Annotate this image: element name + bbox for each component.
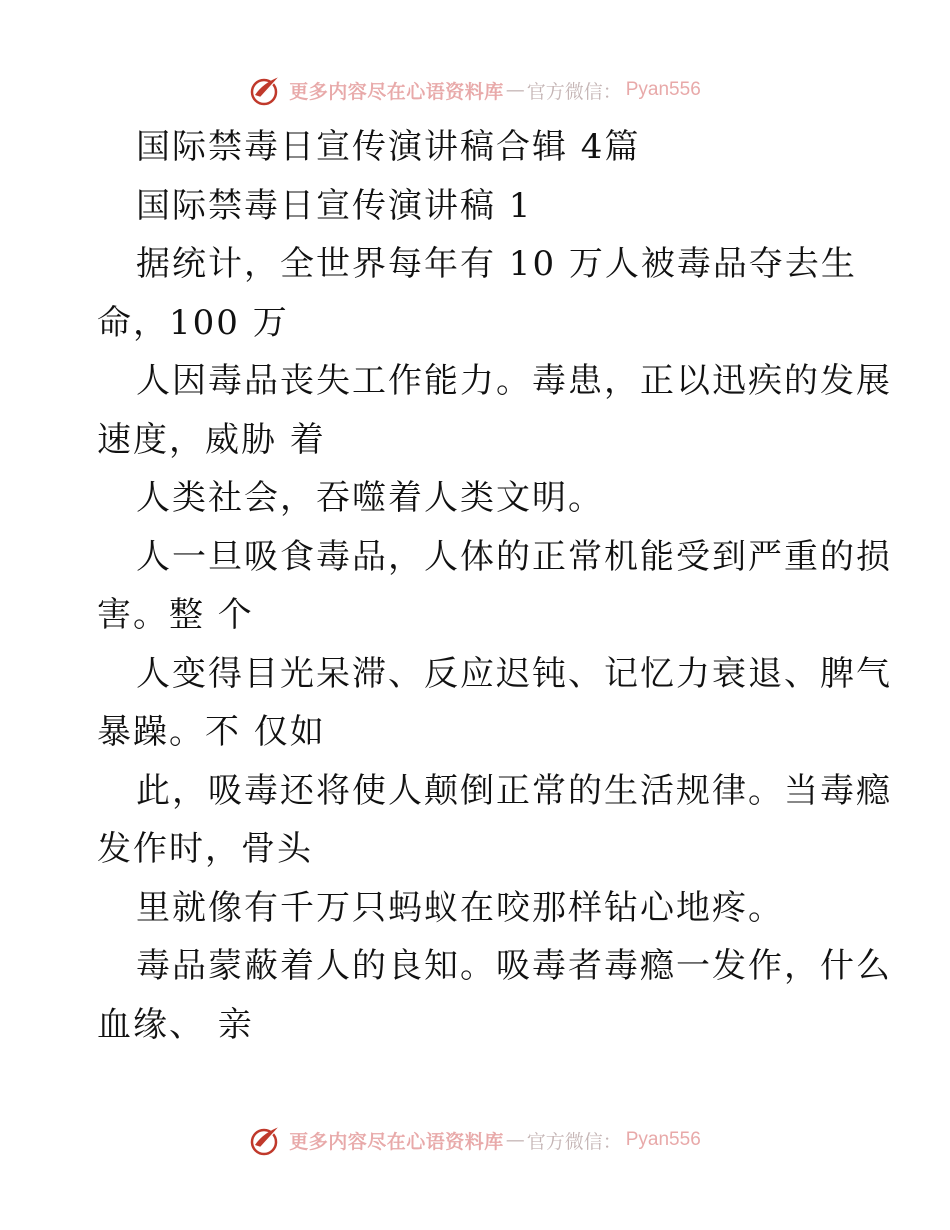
text-line: 毒品蒙蔽着人的良知。吸毒者毒瘾一发作，什么	[136, 946, 892, 986]
text-line: 人因毒品丧失工作能力。毒患，正以迅疾的发展	[136, 361, 892, 401]
watermark-sub-text: 官方微信：	[526, 80, 622, 103]
header-watermark	[0, 70, 950, 110]
quill-logo-icon	[249, 1123, 283, 1157]
watermark-sub-text: 官方微信：	[526, 1130, 622, 1153]
text-line: 人一旦吸食毒品，人体的正常机能受到严重的损	[136, 536, 892, 577]
text-line: 命，100 万	[97, 302, 289, 343]
watermark-main-text: 更多内容尽在心语资料库	[289, 80, 504, 103]
watermark-dash: —	[505, 1129, 525, 1151]
watermark-main-text: 更多内容尽在心语资料库	[289, 1130, 504, 1153]
text-line: 里就像有千万只蚂蚁在咬那样钻心地疼。	[136, 887, 784, 928]
text-line: 人变得目光呆滞、反应迟钝、记忆力衰退、脾气	[136, 653, 892, 694]
quill-logo-icon	[249, 73, 283, 107]
watermark-wechat-id: Pyan556	[625, 79, 701, 100]
text-line: 此，吸毒还将使人颠倒正常的生活规律。当毒瘾	[136, 770, 892, 811]
watermark-wechat-id: Pyan556	[625, 1129, 701, 1150]
text-line: 发作时，骨头	[97, 829, 313, 869]
watermark-dash: —	[505, 79, 525, 101]
section-heading: 国际禁毒日宣传演讲稿 1	[136, 185, 533, 226]
document-title: 国际禁毒日宣传演讲稿合辑 4篇	[136, 127, 641, 167]
footer-watermark	[0, 1120, 950, 1160]
text-line: 速度，威胁 着	[97, 419, 326, 460]
text-line: 暴躁。不 仅如	[97, 712, 326, 752]
text-line: 害。整 个	[97, 595, 254, 635]
text-line: 人类社会，吞噬着人类文明。	[136, 478, 604, 518]
text-line: 血缘、 亲	[97, 1004, 254, 1045]
document-body	[97, 118, 892, 1054]
text-line: 据统计，全世界每年有 10 万人被毒品夺去生	[136, 244, 857, 284]
